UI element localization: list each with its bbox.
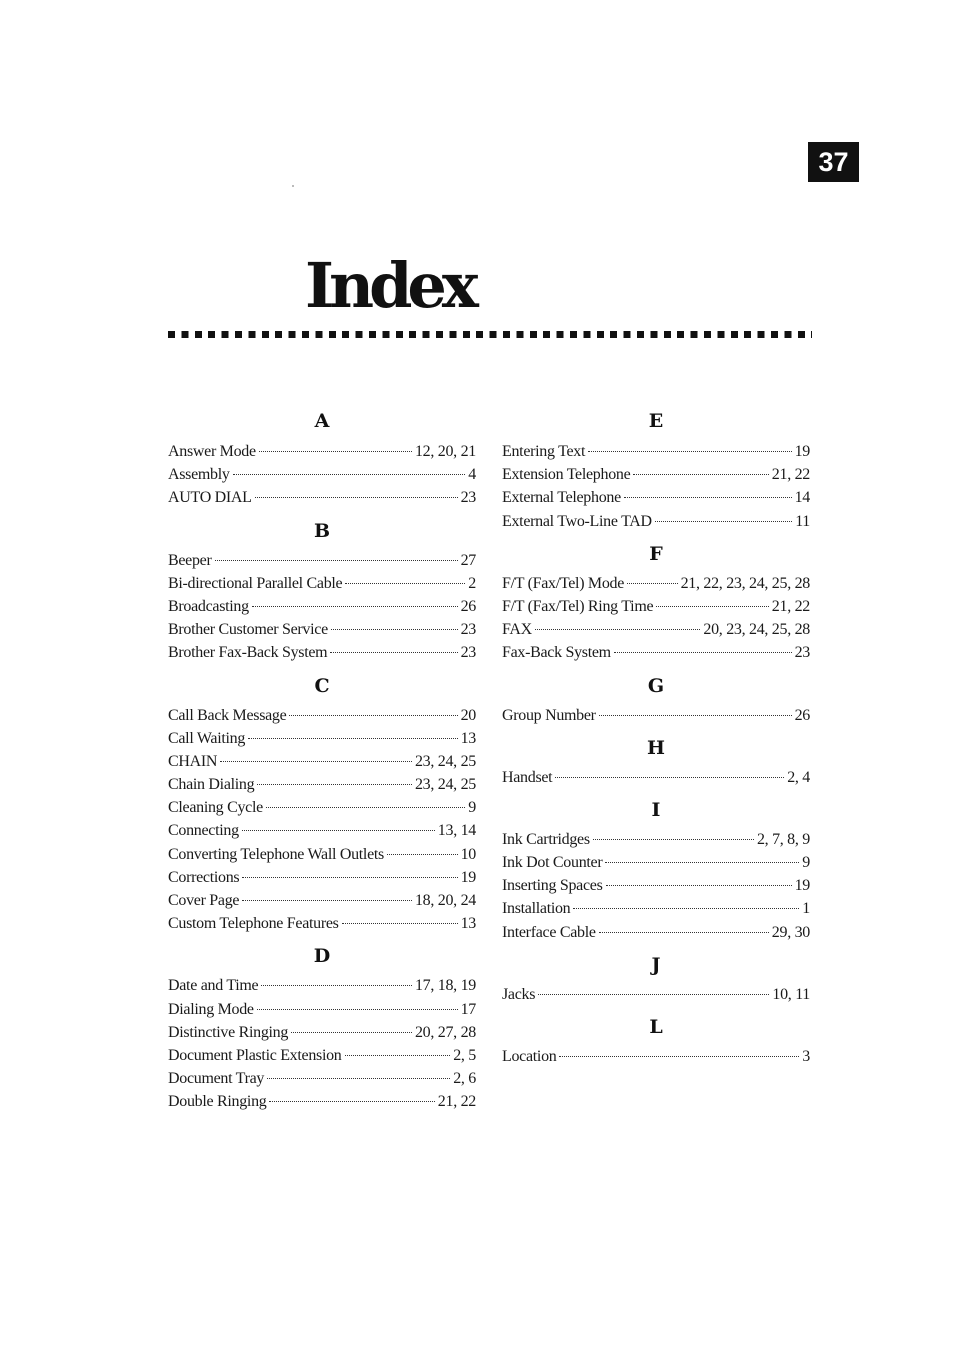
- dot-leader: [538, 994, 769, 995]
- dot-leader: [599, 715, 792, 716]
- index-entry: [168, 843, 476, 866]
- index-page-refs: 26: [794, 706, 810, 724]
- index-term: Document Plastic Extension: [168, 1046, 342, 1064]
- index-page-refs: 18, 20, 24: [414, 892, 476, 909]
- index-entry: [502, 641, 810, 664]
- index-section-d: [168, 974, 476, 1117]
- dot-leader: [605, 862, 799, 863]
- index-term: Ink Cartridges: [502, 830, 590, 848]
- dot-leader: [614, 652, 792, 653]
- index-entry: [168, 773, 476, 796]
- scan-speck: [292, 185, 294, 187]
- index-entry: [168, 998, 476, 1021]
- index-entry: [502, 897, 810, 920]
- index-term: Assembly: [168, 466, 230, 484]
- index-page-refs: 19: [794, 443, 810, 460]
- index-column-right: [502, 404, 810, 1072]
- section-letter-f: F: [649, 542, 663, 565]
- index-entry: [502, 766, 810, 789]
- dot-leader: [588, 451, 791, 452]
- dot-leader: [248, 738, 458, 739]
- index-column-left: [168, 404, 476, 1118]
- dot-leader: [624, 497, 792, 498]
- index-section-j: [502, 983, 810, 1010]
- dot-leader: [593, 839, 754, 840]
- dot-leader: [345, 583, 465, 584]
- index-entry: [168, 572, 476, 595]
- dot-leader: [345, 1055, 451, 1056]
- index-section-a: [168, 440, 476, 514]
- section-letter-c: C: [314, 674, 330, 697]
- index-term: External Telephone: [502, 489, 621, 507]
- index-term: CHAIN: [168, 752, 218, 770]
- index-page-refs: 23: [460, 489, 476, 507]
- index-page-refs: 29, 30: [771, 923, 810, 941]
- dot-leader: [535, 629, 700, 630]
- index-term: Document Tray: [168, 1070, 265, 1088]
- index-entry: [502, 463, 810, 486]
- index-term: Chain Dialing: [168, 776, 255, 794]
- index-term: Brother Customer Service: [168, 621, 328, 639]
- dot-leader: [242, 900, 412, 901]
- index-page-refs: 13: [460, 915, 476, 933]
- index-page-refs: 10, 11: [772, 985, 810, 1003]
- dot-leader: [599, 932, 769, 933]
- index-entry: [168, 912, 476, 935]
- index-page-refs: 2, 4: [787, 768, 810, 786]
- index-entry: [502, 874, 810, 897]
- section-letter-l: L: [649, 1016, 663, 1038]
- index-entry: [168, 889, 476, 912]
- index-page-refs: 20: [460, 706, 476, 724]
- index-entry: [502, 983, 810, 1006]
- index-term: Interface Cable: [502, 923, 596, 941]
- section-letter-g: G: [647, 674, 665, 697]
- index-entry: [168, 866, 476, 889]
- index-term: Entering Text: [502, 443, 586, 460]
- index-entry: [168, 1044, 476, 1067]
- dot-leader: [387, 854, 458, 855]
- index-page-refs: 21, 22: [771, 466, 810, 484]
- index-term: Corrections: [168, 868, 240, 886]
- index-page-refs: 2: [468, 574, 476, 592]
- index-entry: [168, 796, 476, 819]
- dot-leader: [291, 1032, 412, 1033]
- index-entry: [168, 595, 476, 618]
- index-term: Bi-directional Parallel Cable: [168, 574, 343, 592]
- index-term: F/T (Fax/Tel) Mode: [502, 574, 625, 592]
- dot-leader: [242, 830, 435, 831]
- index-page-refs: 20, 23, 24, 25, 28: [703, 621, 810, 639]
- index-entry: [502, 572, 810, 595]
- index-term: Brother Fax-Back System: [168, 644, 328, 662]
- section-letter-h: H: [647, 736, 665, 759]
- index-page-refs: 2, 6: [453, 1070, 476, 1088]
- index-page-refs: 4: [468, 466, 476, 484]
- dot-leader: [257, 1009, 458, 1010]
- index-entry: [168, 1021, 476, 1044]
- index-term: Beeper: [168, 551, 212, 569]
- dot-leader: [330, 652, 457, 653]
- index-entry: [502, 921, 810, 944]
- index-term: Group Number: [502, 706, 596, 724]
- index-entry: [168, 819, 476, 842]
- dot-leader: [606, 885, 792, 886]
- dot-leader: [627, 583, 678, 584]
- index-term: Date and Time: [168, 977, 259, 995]
- index-page-refs: 23: [794, 644, 810, 662]
- index-page-refs: 23, 24, 25: [414, 776, 476, 794]
- dot-leader: [233, 474, 466, 475]
- index-term: Converting Telephone Wall Outlets: [168, 845, 384, 863]
- index-page-refs: 2, 7, 8, 9: [756, 830, 810, 848]
- index-page-refs: 21, 22: [437, 1093, 476, 1111]
- index-page-refs: 17, 18, 19: [414, 977, 476, 995]
- index-term: Handset: [502, 768, 553, 786]
- index-page-refs: 14: [794, 489, 810, 507]
- dot-leader: [252, 606, 458, 607]
- index-entry: [168, 641, 476, 664]
- page-number: 37: [808, 142, 859, 182]
- index-page-refs: 23: [460, 644, 476, 662]
- index-entry: [168, 440, 476, 463]
- index-entry: [168, 974, 476, 997]
- index-page-refs: 11: [795, 512, 810, 530]
- index-page-refs: 10: [460, 845, 476, 863]
- index-page-refs: 3: [802, 1048, 810, 1065]
- index-entry: [502, 595, 810, 618]
- index-term: Broadcasting: [168, 597, 249, 615]
- index-term: Connecting: [168, 822, 239, 840]
- index-entry: [502, 1045, 810, 1068]
- dot-leader: [267, 1078, 450, 1079]
- dot-leader: [259, 451, 412, 452]
- index-entry: [502, 618, 810, 641]
- index-term: Call Waiting: [168, 729, 246, 747]
- index-term: Ink Dot Counter: [502, 854, 603, 872]
- index-entry: [168, 704, 476, 727]
- dot-leader: [266, 807, 465, 808]
- index-page-refs: 19: [460, 868, 476, 886]
- section-letter-d: D: [313, 945, 331, 968]
- dot-leader: [257, 784, 412, 785]
- index-section-g: [502, 704, 810, 731]
- page-title: Index: [305, 249, 474, 322]
- index-term: Jacks: [502, 985, 536, 1003]
- index-term: Custom Telephone Features: [168, 915, 339, 933]
- index-page-refs: 19: [794, 877, 810, 895]
- index-page-refs: 26: [460, 597, 476, 615]
- index-page-refs: 9: [802, 854, 810, 872]
- dot-leader: [555, 777, 784, 778]
- index-term: Inserting Spaces: [502, 877, 603, 895]
- index-term: Installation: [502, 900, 571, 918]
- index-page-refs: 12, 20, 21: [414, 443, 476, 460]
- section-letter-a: A: [314, 410, 330, 432]
- index-page-refs: 13: [460, 729, 476, 747]
- index-page-refs: 23: [460, 621, 476, 639]
- index-term: Cleaning Cycle: [168, 799, 263, 817]
- section-letter-j: J: [651, 953, 661, 976]
- index-term: Extension Telephone: [502, 466, 631, 484]
- index-page-refs: 23, 24, 25: [414, 752, 476, 770]
- dot-leader: [633, 474, 768, 475]
- index-term: Answer Mode: [168, 443, 256, 460]
- index-entry: [502, 510, 810, 533]
- index-page-refs: 2, 5: [453, 1046, 476, 1064]
- title-dotted-rule: [168, 331, 812, 338]
- index-section-e: [502, 440, 810, 537]
- dot-leader: [242, 877, 457, 878]
- dot-leader: [269, 1101, 434, 1102]
- section-letter-e: E: [648, 410, 664, 432]
- index-entry: [502, 440, 810, 463]
- index-section-b: [168, 549, 476, 669]
- index-term: External Two-Line TAD: [502, 512, 652, 530]
- index-section-h: [502, 766, 810, 793]
- dot-leader: [220, 761, 412, 762]
- index-section-c: [168, 704, 476, 940]
- index-page-refs: 27: [460, 551, 476, 569]
- index-entry: [168, 727, 476, 750]
- dot-leader: [289, 715, 457, 716]
- index-entry: [502, 704, 810, 727]
- dot-leader: [331, 629, 458, 630]
- dot-leader: [655, 521, 792, 522]
- index-page-refs: 17: [460, 1000, 476, 1018]
- dot-leader: [215, 560, 458, 561]
- index-term: Distinctive Ringing: [168, 1023, 289, 1041]
- index-term: Double Ringing: [168, 1093, 267, 1111]
- dot-leader: [573, 908, 799, 909]
- index-term: Call Back Message: [168, 706, 287, 724]
- dot-leader: [261, 985, 412, 986]
- index-page-refs: 1: [802, 900, 810, 918]
- index-entry: [502, 851, 810, 874]
- section-letter-b: B: [313, 519, 331, 542]
- index-entry: [168, 618, 476, 641]
- dot-leader: [342, 923, 458, 924]
- dot-leader: [656, 606, 769, 607]
- index-entry: [502, 486, 810, 509]
- index-section-i: [502, 828, 810, 948]
- index-entry: [168, 463, 476, 486]
- index-page-refs: 21, 22: [771, 597, 810, 615]
- index-page-refs: 21, 22, 23, 24, 25, 28: [680, 574, 810, 592]
- index-page-refs: 20, 27, 28: [414, 1023, 476, 1041]
- index-entry: [502, 828, 810, 851]
- dot-leader: [559, 1056, 799, 1057]
- index-entry: [168, 750, 476, 773]
- index-page-refs: 13, 14: [437, 822, 476, 840]
- index-term: Fax-Back System: [502, 644, 611, 662]
- index-page-refs: 9: [468, 799, 476, 817]
- section-letter-i: I: [651, 798, 661, 821]
- index-term: FAX: [502, 621, 532, 639]
- index-term: Cover Page: [168, 892, 240, 909]
- dot-leader: [255, 497, 458, 498]
- index-term: Dialing Mode: [168, 1000, 254, 1018]
- index-entry: [168, 486, 476, 509]
- index-section-l: [502, 1045, 810, 1072]
- index-term: AUTO DIAL: [168, 489, 252, 507]
- index-entry: [168, 1090, 476, 1113]
- index-entry: [168, 549, 476, 572]
- index-term: Location: [502, 1048, 557, 1065]
- index-term: F/T (Fax/Tel) Ring Time: [502, 597, 654, 615]
- index-entry: [168, 1067, 476, 1090]
- index-section-f: [502, 572, 810, 669]
